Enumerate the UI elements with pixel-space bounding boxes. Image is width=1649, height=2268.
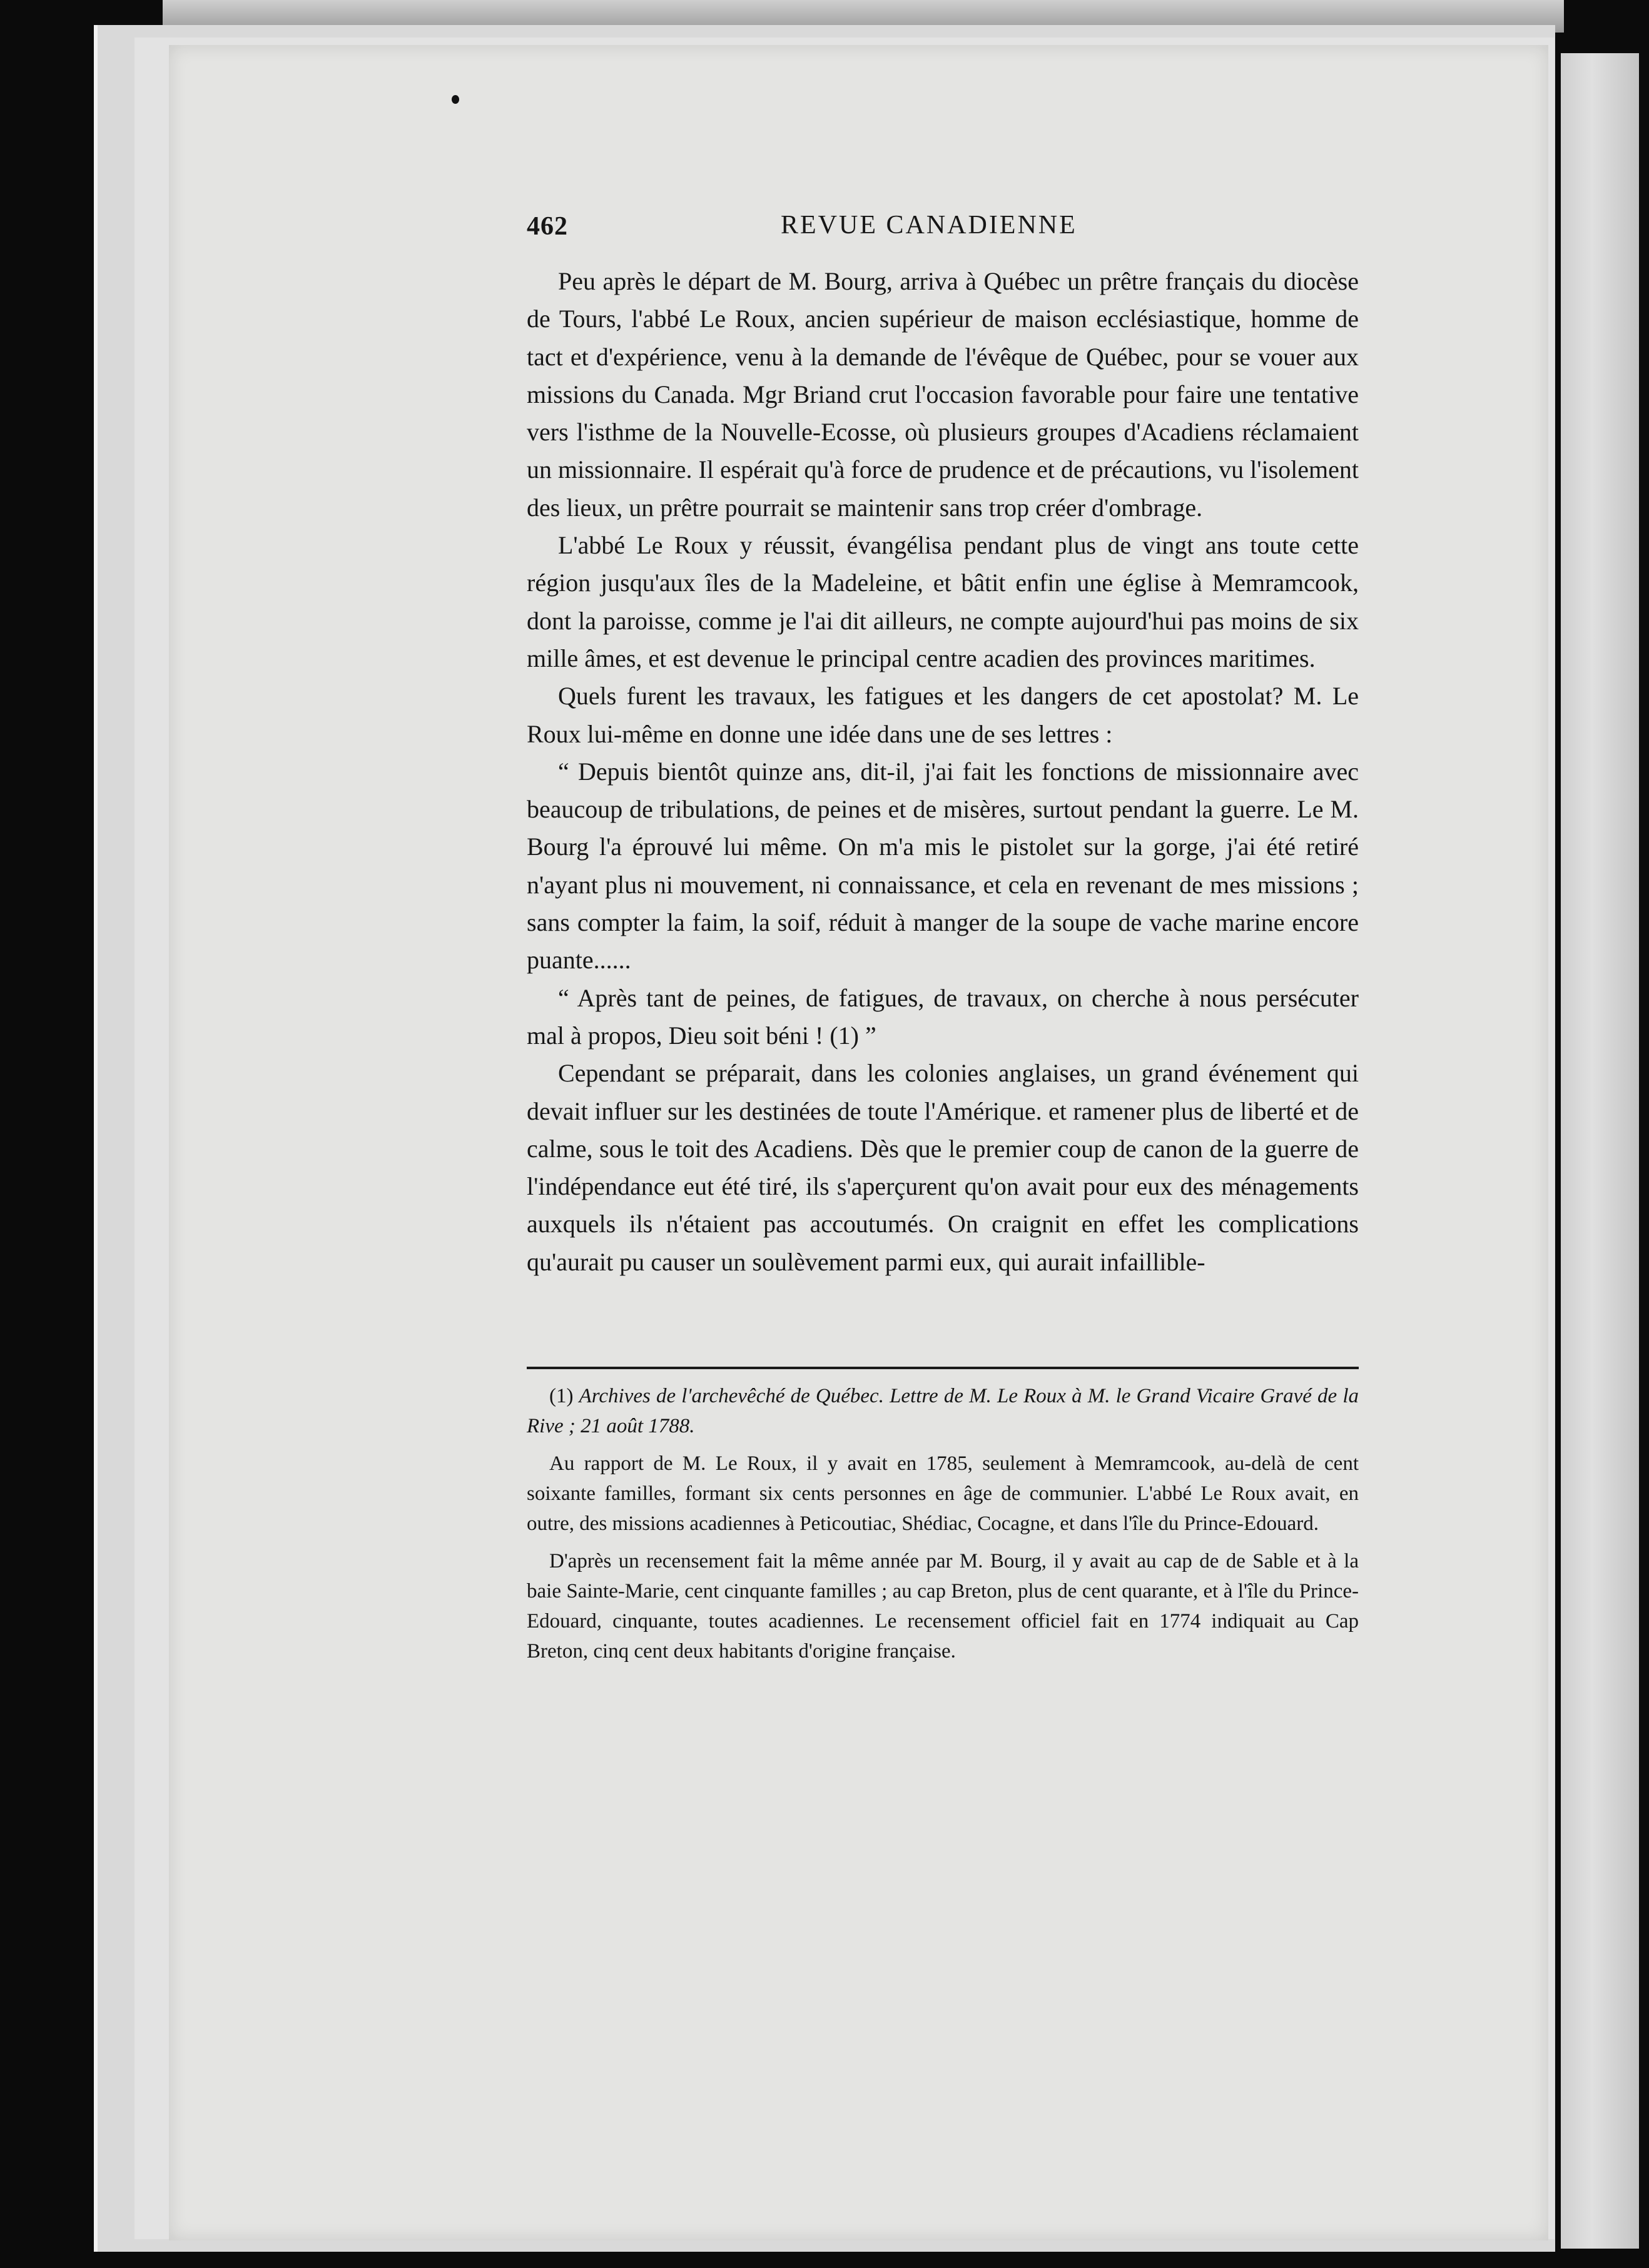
paragraph-2: L'abbé Le Roux y réussit, évangélisa pendant plus de vingt ans toute cette région jusqu'aux îles de la Madeleine, et bâtit enfin une église à Memramcook, dont la paroisse, comme je l'ai dit ailleurs, ne compte aujourd'hui pas moins de six mille âmes, et est devenue le principal centre acadien des provinces maritimes. [527, 531, 1359, 672]
running-title: REVUE CANADIENNE [781, 211, 1077, 240]
footnote-1-source: Archives de l'archevêché de Québec. Lettre de M. Le Roux à M. le Grand Vicaire Gravé de la Rive ; 21 août 1788. [527, 1385, 1359, 1437]
footnote-rule [527, 1367, 1359, 1369]
paragraph-1: Peu après le départ de M. Bourg, arriva à Québec un prêtre français du diocèse de Tours, l'abbé Le Roux, ancien supérieur de maison ecclésiastique, homme de tact et d'expérience, venu à la demande de l'évêque de Québec, pour se vouer aux missions du Canada. Mgr Briand crut l'occasion favorable pour faire une tentative vers l'isthme de la Nouvelle-Ecosse, où plusieurs groupes d'Acadiens réclamaient un missionnaire. Il espérait qu'à force de prudence et de précautions, vu l'isolement des lieux, un prêtre pourrait se maintenir sans trop créer d'ombrage. [527, 267, 1359, 522]
footnote-1 [527, 1381, 1359, 1441]
ink-speck [452, 95, 459, 104]
footnote-3: D'après un recensement fait la même année par M. Bourg, il y avait au cap de de Sable et à la baie Sainte-Marie, cent cinquante familles ; au cap Breton, plus de cent quarante, et à l'île du Prince-Edouard, cinquante, toutes acadiennes. Le recensement officiel fait en 1774 indiquait au Cap Breton, cinq cent deux habitants d'origine française. [527, 1550, 1359, 1663]
adjacent-page-edge [1561, 53, 1639, 2249]
paragraph-5-quote: “ Après tant de peines, de fatigues, de travaux, on cherche à nous persécuter mal à propos, Dieu soit béni ! (1) ” [527, 983, 1359, 1050]
paragraph-3: Quels furent les travaux, les fatigues et les dangers de cet apostolat? M. Le Roux lui-même en donne une idée dans une de ses lettres : [527, 682, 1359, 748]
footnote-1-marker: (1) [549, 1385, 574, 1407]
main-text [527, 263, 1359, 1281]
footnotes [527, 1381, 1359, 1674]
page-number: 462 [527, 212, 568, 241]
paragraph-6: Cependant se préparait, dans les colonies anglaises, un grand événement qui devait influer sur les destinées de toute l'Amérique. et ramener plus de liberté et de calme, sous le toit des Acadiens. Dès que le premier coup de canon de la guerre de l'indépendance eut été tiré, ils s'aperçurent qu'on avait pour eux des ménagements auxquels ils n'étaient pas accoutumés. On craignit en effet les complications qu'aurait pu causer un soulèvement parmi eux, qui aurait infaillible- [527, 1059, 1359, 1276]
paragraph-4-quote: “ Depuis bientôt quinze ans, dit-il, j'ai fait les fonctions de missionnaire avec beaucoup de tribulations, de peines et de misères, surtout pendant la guerre. Le M. Bourg l'a éprouvé lui même. On m'a mis le pistolet sur la gorge, j'ai été retiré n'ayant plus ni mouvement, ni connaissance, et cela en revenant de mes missions ; sans compter la faim, la soif, réduit à manger de la soupe de vache marine encore puante...... [527, 757, 1359, 975]
footnote-2: Au rapport de M. Le Roux, il y avait en 1785, seulement à Memramcook, au-delà de cent soixante familles, formant six cents personnes en âge de communier. L'abbé Le Roux avait, en outre, des missions acadiennes à Peticoutiac, Shédiac, Cocagne, et dans l'île du Prince-Edouard. [527, 1452, 1359, 1535]
